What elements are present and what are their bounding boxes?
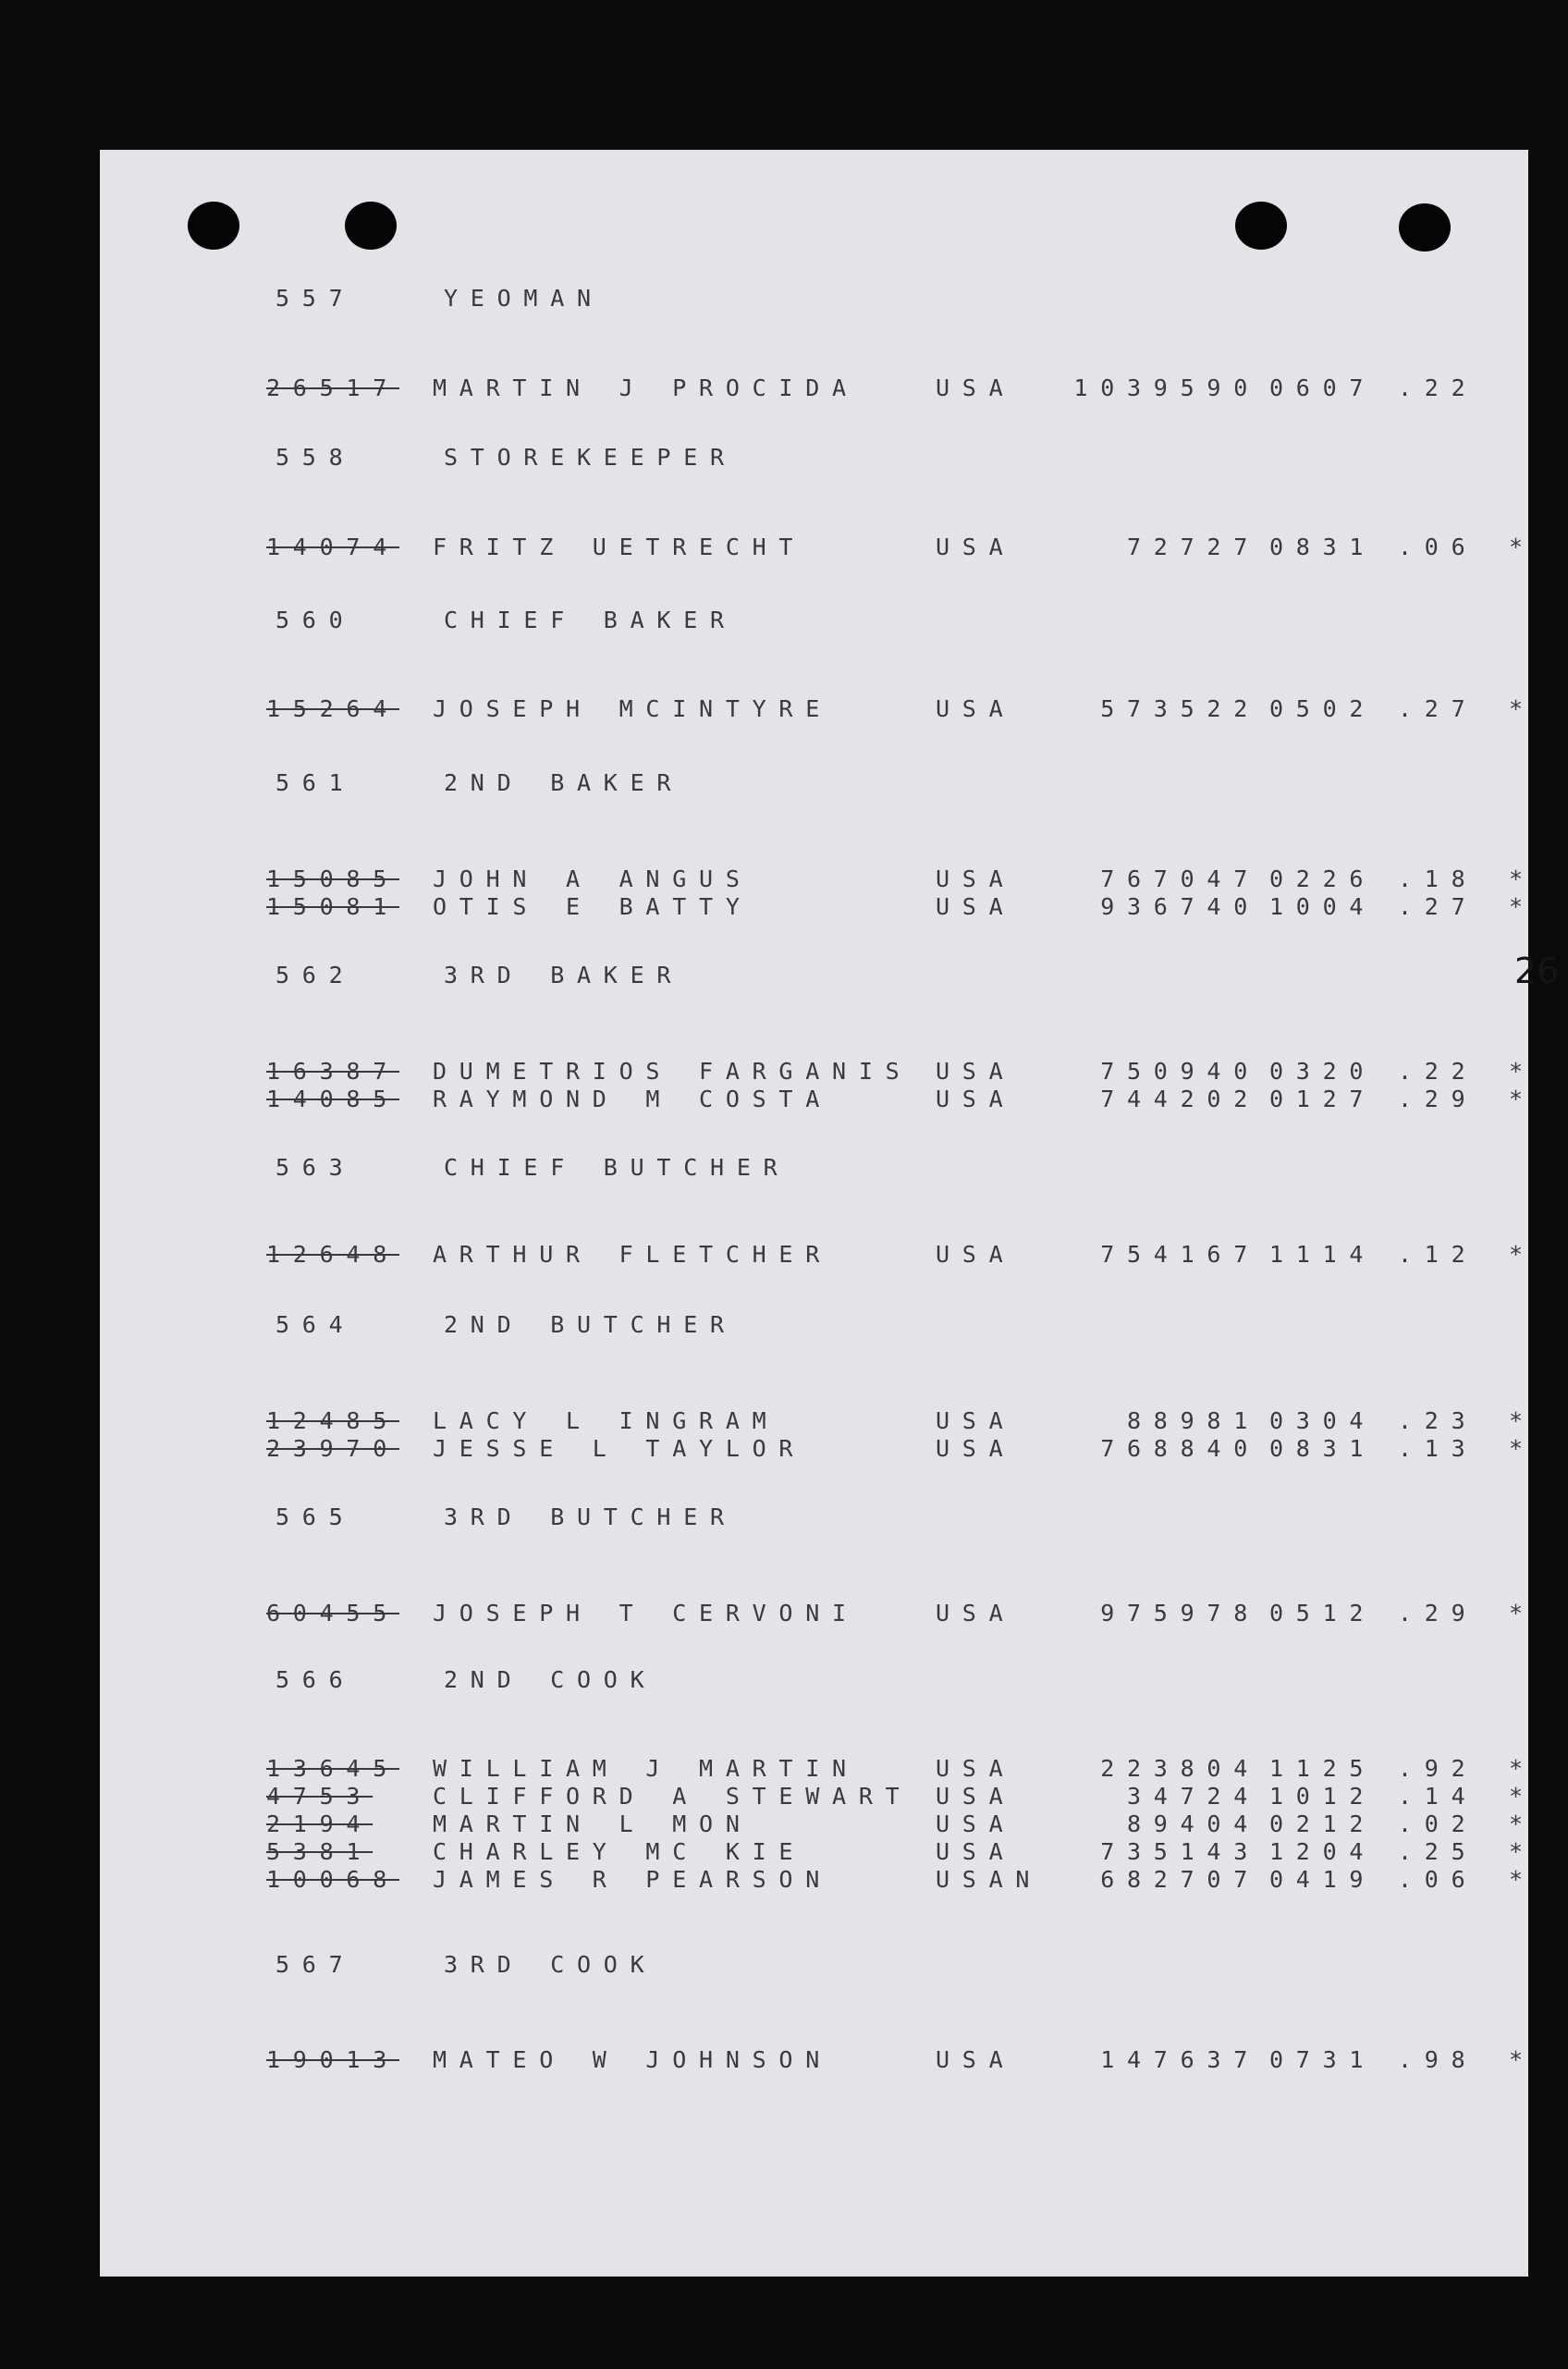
decimal-value: .22 bbox=[1398, 374, 1478, 401]
section-heading bbox=[100, 1951, 1528, 1982]
crew-name: DUMETRIOS FARGANIS bbox=[433, 1058, 913, 1085]
crew-entry bbox=[100, 695, 1536, 727]
crew-entry bbox=[100, 374, 1528, 406]
citizenship: USA bbox=[936, 1086, 1016, 1112]
crew-entry bbox=[100, 1407, 1536, 1439]
asterisk-mark: * bbox=[1509, 1866, 1536, 1893]
asterisk-mark: * bbox=[1509, 865, 1536, 892]
section-title: YEOMAN bbox=[444, 285, 604, 312]
section-title: 3RD BUTCHER bbox=[444, 1504, 737, 1530]
section-heading bbox=[100, 1666, 1528, 1698]
citizenship: USA bbox=[936, 1241, 1016, 1268]
citizenship: USAN bbox=[936, 1866, 1043, 1893]
crew-name: LACY L INGRAM bbox=[433, 1407, 779, 1434]
struck-number: 23970 bbox=[266, 1435, 400, 1462]
struck-number: 13645 bbox=[266, 1755, 400, 1782]
decimal-value: .25 bbox=[1398, 1838, 1478, 1865]
date-code: 0831 bbox=[1269, 534, 1377, 560]
asterisk-mark: * bbox=[1509, 1058, 1536, 1085]
section-heading bbox=[100, 444, 1528, 475]
crew-entry bbox=[100, 1600, 1536, 1631]
section-heading bbox=[100, 285, 1528, 316]
asterisk-mark: * bbox=[1509, 1086, 1536, 1112]
rate-number: 682707 bbox=[1100, 1866, 1260, 1893]
section-code: 558 bbox=[276, 444, 356, 471]
citizenship: USA bbox=[936, 865, 1016, 892]
rate-number: 735143 bbox=[1100, 1838, 1260, 1865]
citizenship: USA bbox=[936, 695, 1016, 722]
section-heading bbox=[100, 1311, 1528, 1343]
decimal-value: .29 bbox=[1398, 1086, 1478, 1112]
struck-number: 2194 bbox=[266, 1811, 374, 1837]
section-heading bbox=[100, 1504, 1528, 1535]
crew-entry bbox=[100, 865, 1536, 897]
section-code: 557 bbox=[276, 285, 356, 312]
crew-entry bbox=[100, 1755, 1536, 1786]
citizenship: USA bbox=[936, 1435, 1016, 1462]
punch-hole bbox=[345, 202, 397, 250]
struck-number: 19013 bbox=[266, 2046, 400, 2073]
date-code: 0502 bbox=[1269, 695, 1377, 722]
rate-number: 89404 bbox=[1126, 1811, 1260, 1837]
asterisk-mark: * bbox=[1509, 1811, 1536, 1837]
date-code: 0607 bbox=[1269, 374, 1377, 401]
citizenship: USA bbox=[936, 2046, 1016, 2073]
crew-entry bbox=[100, 2046, 1536, 2078]
crew-name: JOSEPH MCINTYRE bbox=[433, 695, 833, 722]
date-code: 0304 bbox=[1269, 1407, 1377, 1434]
citizenship: USA bbox=[936, 1783, 1016, 1810]
asterisk-mark: * bbox=[1509, 1435, 1536, 1462]
crew-name: MARTIN L MON bbox=[433, 1811, 753, 1837]
asterisk-mark: * bbox=[1509, 1755, 1536, 1782]
section-title: 2ND COOK bbox=[444, 1666, 657, 1693]
date-code: 1012 bbox=[1269, 1783, 1377, 1810]
date-code: 0226 bbox=[1269, 865, 1377, 892]
citizenship: USA bbox=[936, 1811, 1016, 1837]
punch-hole bbox=[188, 202, 239, 250]
struck-number: 12648 bbox=[266, 1241, 400, 1268]
crew-name: WILLIAM J MARTIN bbox=[433, 1755, 859, 1782]
crew-name: JOHN A ANGUS bbox=[433, 865, 753, 892]
section-title: 3RD BAKER bbox=[444, 962, 684, 988]
citizenship: USA bbox=[936, 374, 1016, 401]
decimal-value: .29 bbox=[1398, 1600, 1478, 1626]
document-page bbox=[100, 150, 1560, 2277]
page-number: 26 bbox=[1514, 951, 1560, 991]
decimal-value: .02 bbox=[1398, 1811, 1478, 1837]
crew-name: JESSE L TAYLOR bbox=[433, 1435, 806, 1462]
rate-number: 88981 bbox=[1126, 1407, 1260, 1434]
struck-number: 10068 bbox=[266, 1866, 400, 1893]
rate-number: 1039590 bbox=[1073, 374, 1260, 401]
date-code: 0731 bbox=[1269, 2046, 1377, 2073]
decimal-value: .92 bbox=[1398, 1755, 1478, 1782]
section-code: 562 bbox=[276, 962, 356, 988]
citizenship: USA bbox=[936, 534, 1016, 560]
section-title: CHIEF BAKER bbox=[444, 607, 737, 633]
section-code: 566 bbox=[276, 1666, 356, 1693]
rate-number: 223804 bbox=[1100, 1755, 1260, 1782]
date-code: 1204 bbox=[1269, 1838, 1377, 1865]
asterisk-mark: * bbox=[1509, 1838, 1536, 1865]
struck-number: 15085 bbox=[266, 865, 400, 892]
crew-entry bbox=[100, 1086, 1536, 1117]
asterisk-mark: * bbox=[1509, 695, 1536, 722]
section-code: 560 bbox=[276, 607, 356, 633]
crew-name: CHARLEY MC KIE bbox=[433, 1838, 806, 1865]
asterisk-mark: * bbox=[1509, 893, 1536, 920]
rate-number: 147637 bbox=[1100, 2046, 1260, 2073]
struck-number: 26517 bbox=[266, 374, 400, 401]
citizenship: USA bbox=[936, 893, 1016, 920]
citizenship: USA bbox=[936, 1755, 1016, 1782]
rate-number: 975978 bbox=[1100, 1600, 1260, 1626]
crew-name: RAYMOND M COSTA bbox=[433, 1086, 833, 1112]
struck-number: 14074 bbox=[266, 534, 400, 560]
date-code: 1114 bbox=[1269, 1241, 1377, 1268]
crew-entry bbox=[100, 1811, 1536, 1842]
rate-number: 750940 bbox=[1100, 1058, 1260, 1085]
struck-number: 15264 bbox=[266, 695, 400, 722]
struck-number: 15081 bbox=[266, 893, 400, 920]
section-title: STOREKEEPER bbox=[444, 444, 737, 471]
date-code: 0512 bbox=[1269, 1600, 1377, 1626]
struck-number: 14085 bbox=[266, 1086, 400, 1112]
section-title: 2ND BAKER bbox=[444, 769, 684, 796]
crew-name: JOSEPH T CERVONI bbox=[433, 1600, 859, 1626]
rate-number: 767047 bbox=[1100, 865, 1260, 892]
citizenship: USA bbox=[936, 1600, 1016, 1626]
citizenship: USA bbox=[936, 1407, 1016, 1434]
decimal-value: .22 bbox=[1398, 1058, 1478, 1085]
decimal-value: .23 bbox=[1398, 1407, 1478, 1434]
crew-name: OTIS E BATTY bbox=[433, 893, 753, 920]
rate-number: 72727 bbox=[1126, 534, 1260, 560]
crew-entry bbox=[100, 893, 1536, 925]
rate-number: 768840 bbox=[1100, 1435, 1260, 1462]
crew-entry bbox=[100, 1241, 1536, 1272]
asterisk-mark: * bbox=[1509, 1600, 1536, 1626]
crew-name: FRITZ UETRECHT bbox=[433, 534, 806, 560]
rate-number: 34724 bbox=[1126, 1783, 1260, 1810]
section-code: 564 bbox=[276, 1311, 356, 1338]
section-code: 567 bbox=[276, 1951, 356, 1978]
crew-entry bbox=[100, 1058, 1536, 1089]
decimal-value: .14 bbox=[1398, 1783, 1478, 1810]
crew-name: JAMES R PEARSON bbox=[433, 1866, 833, 1893]
section-title: 2ND BUTCHER bbox=[444, 1311, 737, 1338]
crew-entry bbox=[100, 1783, 1536, 1814]
section-heading bbox=[100, 769, 1528, 801]
crew-entry bbox=[100, 1866, 1536, 1897]
crew-entry bbox=[100, 1435, 1536, 1467]
section-code: 561 bbox=[276, 769, 356, 796]
decimal-value: .13 bbox=[1398, 1435, 1478, 1462]
crew-name: MATEO W JOHNSON bbox=[433, 2046, 833, 2073]
decimal-value: .27 bbox=[1398, 695, 1478, 722]
section-heading bbox=[100, 962, 1528, 993]
punch-hole bbox=[1399, 203, 1451, 252]
struck-number: 5381 bbox=[266, 1838, 374, 1865]
section-heading bbox=[100, 1154, 1528, 1185]
section-title: 3RD COOK bbox=[444, 1951, 657, 1978]
date-code: 1004 bbox=[1269, 893, 1377, 920]
decimal-value: .18 bbox=[1398, 865, 1478, 892]
asterisk-mark: * bbox=[1509, 1241, 1536, 1268]
decimal-value: .27 bbox=[1398, 893, 1478, 920]
crew-name: ARTHUR FLETCHER bbox=[433, 1241, 833, 1268]
date-code: 0419 bbox=[1269, 1866, 1377, 1893]
struck-number: 12485 bbox=[266, 1407, 400, 1434]
asterisk-mark: * bbox=[1509, 1783, 1536, 1810]
rate-number: 754167 bbox=[1100, 1241, 1260, 1268]
date-code: 0127 bbox=[1269, 1086, 1377, 1112]
section-code: 565 bbox=[276, 1504, 356, 1530]
citizenship: USA bbox=[936, 1058, 1016, 1085]
rate-number: 573522 bbox=[1100, 695, 1260, 722]
date-code: 0831 bbox=[1269, 1435, 1377, 1462]
decimal-value: .06 bbox=[1398, 534, 1478, 560]
struck-number: 4753 bbox=[266, 1783, 374, 1810]
section-code: 563 bbox=[276, 1154, 356, 1181]
punch-hole bbox=[1235, 202, 1287, 250]
decimal-value: .98 bbox=[1398, 2046, 1478, 2073]
section-heading bbox=[100, 607, 1528, 638]
struck-number: 60455 bbox=[266, 1600, 400, 1626]
struck-number: 16387 bbox=[266, 1058, 400, 1085]
date-code: 0212 bbox=[1269, 1811, 1377, 1837]
decimal-value: .06 bbox=[1398, 1866, 1478, 1893]
crew-entry bbox=[100, 1838, 1536, 1870]
asterisk-mark: * bbox=[1509, 534, 1536, 560]
date-code: 0320 bbox=[1269, 1058, 1377, 1085]
asterisk-mark: * bbox=[1509, 1407, 1536, 1434]
decimal-value: .12 bbox=[1398, 1241, 1478, 1268]
rate-number: 936740 bbox=[1100, 893, 1260, 920]
date-code: 1125 bbox=[1269, 1755, 1377, 1782]
rate-number: 744202 bbox=[1100, 1086, 1260, 1112]
citizenship: USA bbox=[936, 1838, 1016, 1865]
crew-name: CLIFFORD A STEWART bbox=[433, 1783, 913, 1810]
crew-entry bbox=[100, 534, 1536, 565]
crew-name: MARTIN J PROCIDA bbox=[433, 374, 859, 401]
asterisk-mark: * bbox=[1509, 2046, 1536, 2073]
section-title: CHIEF BUTCHER bbox=[444, 1154, 790, 1181]
